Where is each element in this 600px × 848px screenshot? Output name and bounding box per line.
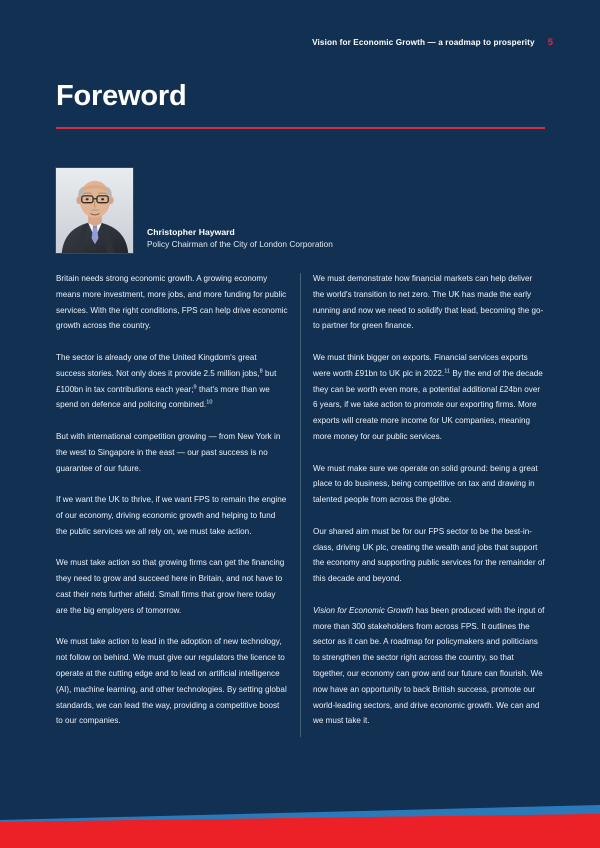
body-paragraph: We must take action so that growing firms can get the financing they need to grow and succeed here in Britain, and not have to cast their nets further afield. Small firms that grow here today are the big employers of tomorrow. — [56, 558, 285, 615]
author-portrait-photo — [55, 167, 134, 254]
author-name: Christopher Hayward — [147, 227, 235, 237]
body-paragraph: The sector is already one of the United Kingdom's great success stories. Not only does it provide 2.5 million jobs,$^8$ but £100bn in tax contributions each year;$^9$ that's more than we spend on defence and policing combined.$^{10}$ — [56, 352, 277, 410]
body-paragraph: We must demonstrate how financial markets can help deliver the world's transition to net zero. The UK has made the early running and now we need to solidify that lead, becoming the go-to partner for green finance. — [313, 274, 544, 331]
bottom-decorative-bands — [0, 788, 600, 848]
body-paragraph: Vision for Economic Growth has been produced with the input of more than 300 stakeholders from across FPS. It outlines the sector as it can be. A roadmap for policymakers and politicians to strengthen the sector right across the country, so that together, our economy can grow and our future can flourish. We now have an opportunity to back British success, promote our world-leading sectors, and drive economic growth. We can and we must take it. — [313, 605, 545, 726]
body-paragraph: We must think bigger on exports. Financial services exports were worth £91bn to UK plc in 2022.11 By the end of the decade they can be worth even more, a potential additional £24bn over 6 years, if we take action to promote our exporting firms. More exports will create more income for UK companies, meaning more money for our public services. — [313, 352, 543, 441]
page-number: 5 — [547, 37, 553, 48]
body-paragraph: Our shared aim must be for our FPS sector to be the best-in-class, driving UK plc, creating the wealth and jobs that support the economy and supporting public services for the remainder of this decade and beyond. — [313, 526, 545, 584]
page-title: Foreword — [56, 80, 187, 112]
author-caption — [147, 227, 333, 250]
body-paragraph: If we want the UK to thrive, if we want FPS to remain the engine of our economy, driving economic growth and helping to fund the public services we all rely on, we must take action. — [56, 495, 287, 536]
body-paragraph: Britain needs strong economic growth. A growing economy means more investment, more jobs, and more funding for public services. With the right conditions, FPS can help drive economic growth across the country. — [56, 274, 288, 331]
body-paragraph: We must take action to lead in the adoption of new technology, not follow on behind. We must give our regulators the licence to operate at the cutting edge and to lead on artificial intelligence (AI), machine learning, and other technologies. By setting global standards, we can lead the way, providing a competitive boost to our companies. — [56, 637, 287, 726]
left-text-column — [56, 271, 288, 729]
author-block — [55, 167, 525, 257]
running-header — [312, 37, 553, 48]
title-underline-rule — [56, 127, 545, 129]
column-divider — [300, 273, 301, 737]
right-text-column — [313, 271, 545, 729]
header-title: Vision for Economic Growth — a roadmap to prosperity — [312, 38, 535, 47]
author-role: Policy Chairman of the City of London Corporation — [147, 238, 333, 249]
body-paragraph: We must make sure we operate on solid ground: being a great place to do business, being competitive on tax and drawing in talented people from across the globe. — [313, 463, 538, 505]
body-paragraph: But with international competition growing — from New York in the west to Singapore in the east — our past success is no guarantee of our future. — [56, 431, 281, 473]
